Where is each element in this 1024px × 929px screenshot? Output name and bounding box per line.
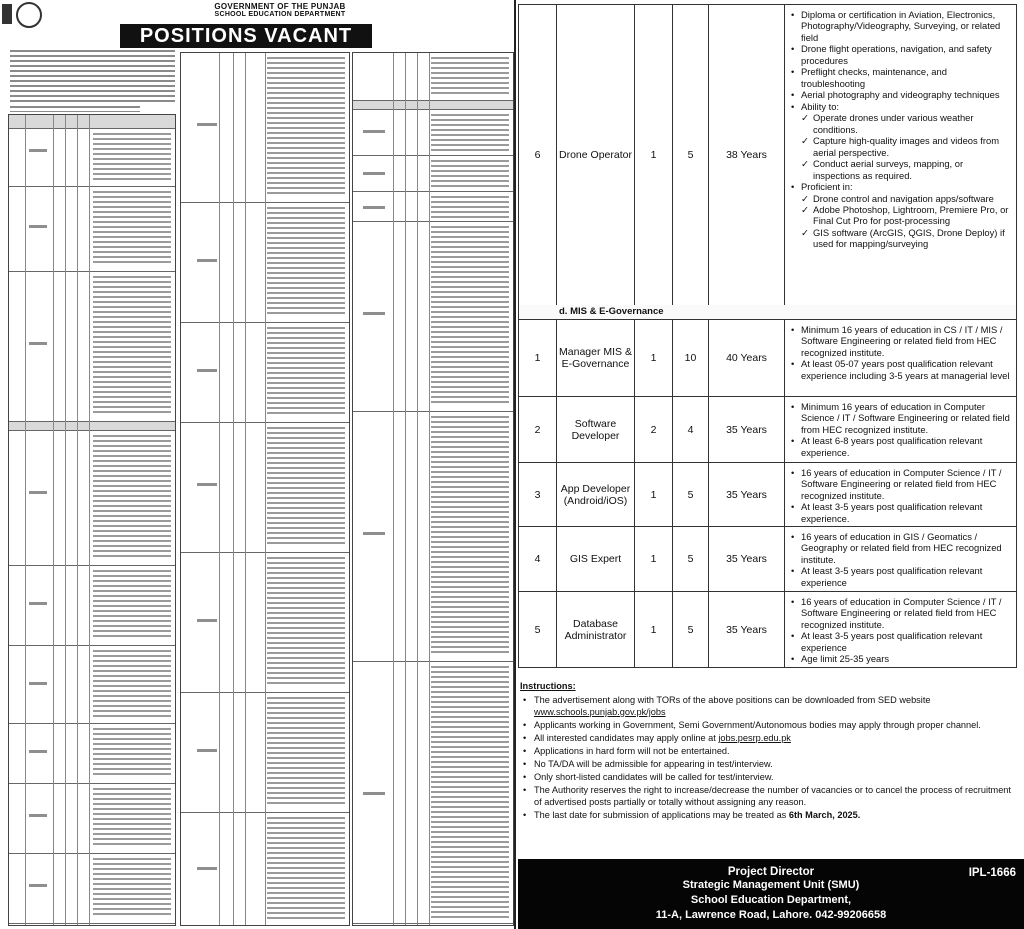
scale-cell: 5: [673, 527, 709, 591]
side-tag: [2, 4, 12, 24]
requirement-item: • 16 years of education in GIS / Geomatics / Geography or related field from HEC recognized institute.: [791, 531, 1010, 565]
requirements-list: [791, 531, 1010, 588]
table-row: [519, 592, 1016, 667]
footer-line-3: School Education Department,: [690, 894, 852, 906]
position-title-cell: Manager MIS & E-Governance: [557, 320, 635, 396]
table-row: [353, 192, 513, 222]
intro-note: [10, 106, 140, 112]
scale-cell: 5: [673, 5, 709, 305]
footer-line-4: 11-A, Lawrence Road, Lahore. 042-99206658: [655, 909, 887, 921]
section-header: [9, 422, 175, 431]
requirements-cell: [785, 527, 1016, 591]
positions-count-cell: 1: [635, 5, 673, 305]
sr-no-cell: 5: [519, 592, 557, 667]
positions-count-cell: 2: [635, 397, 673, 462]
age-limit-cell: 35 Years: [709, 527, 785, 591]
requirements-cell: [785, 463, 1016, 526]
table-row: [353, 222, 513, 412]
requirement-check-item: ✓ Drone control and navigation apps/software: [791, 193, 1010, 204]
left-table-col-3: [352, 52, 514, 926]
requirement-item: • At least 3-5 years post qualification relevant experience.: [791, 501, 1010, 524]
requirement-item: • Drone flight operations, navigation, and safety procedures: [791, 43, 1010, 66]
requirements-cell: [785, 592, 1016, 667]
requirements-cell: [785, 397, 1016, 462]
requirement-check-item: ✓ GIS software (ArcGIS, QGIS, Drone Deploy) if used for mapping/surveying: [791, 227, 1010, 250]
position-title-cell: Drone Operator: [557, 5, 635, 305]
section-header: [9, 115, 175, 129]
sr-no-cell: 1: [519, 320, 557, 396]
age-limit-cell: 38 Years: [709, 5, 785, 305]
requirement-item: • 16 years of education in Computer Science / IT / Software Engineering or related field from HEC recognized institute.: [791, 467, 1010, 501]
scale-cell: 4: [673, 397, 709, 462]
instruction-item: • The advertisement along with TORs of the above positions can be downloaded from SED website www.schools.punjab.gov.pk/jobs: [520, 695, 1016, 719]
instructions-list: [520, 695, 1016, 822]
footer-line-2: Strategic Management Unit (SMU): [682, 879, 860, 891]
instructions-heading: Instructions:: [520, 681, 576, 691]
instruction-item: • The last date for submission of applications may be treated as 6th March, 2025.: [520, 810, 1016, 822]
left-table-col-1: [8, 114, 176, 926]
ipl-code: IPL-1666: [968, 867, 1016, 879]
table-row: [9, 784, 175, 854]
table-row: [9, 566, 175, 646]
gov-line-2: SCHOOL EDUCATION DEPARTMENT: [214, 11, 346, 18]
requirements-list: [791, 324, 1010, 381]
table-row: [353, 662, 513, 924]
requirements-list: [791, 9, 1010, 250]
footer-line-1: Project Director: [727, 866, 815, 878]
table-row: [9, 854, 175, 924]
positions-count-cell: 1: [635, 463, 673, 526]
position-title-cell: Database Administrator: [557, 592, 635, 667]
requirement-check-item: ✓ Capture high-quality images and videos from aerial perspective.: [791, 135, 1010, 158]
instruction-item: • Only short-listed candidates will be called for test/interview.: [520, 772, 1016, 784]
section-label: d. MIS & E-Governance: [519, 305, 1016, 320]
left-table-col-2: [180, 52, 350, 926]
requirement-item: • Age limit 25-35 years: [791, 653, 1010, 664]
positions-count-cell: 1: [635, 320, 673, 396]
instruction-item: • The Authority reserves the right to increase/decrease the number of vacancies or to cancel the process of recruitment of advertised posts partially or totally without assigning any reason.: [520, 785, 1016, 809]
requirement-check-item: ✓ Adobe Photoshop, Lightroom, Premiere Pro, or Final Cut Pro for post-processing: [791, 204, 1010, 227]
requirement-item: • 16 years of education in Computer Science / IT / Software Engineering or related field from HEC recognized institute.: [791, 596, 1010, 630]
instruction-highlight: www.schools.punjab.gov.pk/jobs: [534, 706, 666, 717]
scale-cell: 10: [673, 320, 709, 396]
requirements-list: [791, 467, 1010, 524]
table-row: [9, 272, 175, 422]
age-limit-cell: 35 Years: [709, 592, 785, 667]
age-limit-cell: 35 Years: [709, 463, 785, 526]
table-row: [519, 463, 1016, 527]
table-row: [353, 53, 513, 101]
sr-no-cell: 6: [519, 5, 557, 305]
table-row: [353, 110, 513, 156]
instruction-item: • Applicants working in Government, Semi Government/Autonomous bodies may apply through proper channel.: [520, 720, 1016, 732]
instructions: [520, 681, 1016, 822]
requirement-item: • Ability to:: [791, 101, 1010, 112]
age-limit-cell: 40 Years: [709, 320, 785, 396]
gov-line-1: GOVERNMENT OF THE PUNJAB: [214, 2, 346, 11]
instruction-highlight: jobs.pesrp.edu.pk: [718, 732, 791, 743]
sr-no-cell: 2: [519, 397, 557, 462]
table-row: [9, 724, 175, 784]
table-row: [9, 129, 175, 187]
requirement-item: • Proficient in:: [791, 181, 1010, 192]
table-row: [519, 320, 1016, 397]
requirements-list: [791, 596, 1010, 665]
table-row: [353, 412, 513, 662]
government-logo: [16, 2, 42, 28]
table-row: [519, 397, 1016, 463]
instruction-item: • All interested candidates may apply online at jobs.pesrp.edu.pk: [520, 733, 1016, 745]
requirement-item: • At least 3-5 years post qualification relevant experience: [791, 565, 1010, 588]
government-heading: [180, 2, 380, 18]
requirement-item: • At least 3-5 years post qualification relevant experience: [791, 630, 1010, 653]
section-header: [353, 101, 513, 110]
table-row: [353, 156, 513, 192]
requirement-item: • Aerial photography and videography techniques: [791, 89, 1010, 100]
positions-count-cell: 1: [635, 527, 673, 591]
requirement-item: • Preflight checks, maintenance, and troubleshooting: [791, 66, 1010, 89]
scale-cell: 5: [673, 592, 709, 667]
requirement-check-item: ✓ Conduct aerial surveys, mapping, or inspections as required.: [791, 158, 1010, 181]
requirement-item: • Minimum 16 years of education in Computer Science / IT / Software Engineering or related field from HEC recognized institute.: [791, 401, 1010, 435]
positions-vacant-banner: POSITIONS VACANT: [120, 24, 372, 48]
requirements-cell: [785, 5, 1016, 305]
footer: [518, 859, 1024, 929]
requirement-item: • At least 05-07 years post qualification relevant experience including 3-5 years at managerial level: [791, 358, 1010, 381]
table-row: [9, 646, 175, 724]
scale-cell: 5: [673, 463, 709, 526]
table-row: [519, 5, 1016, 305]
positions-count-cell: 1: [635, 592, 673, 667]
requirement-item: • At least 6-8 years post qualification relevant experience.: [791, 435, 1010, 458]
right-panel: [518, 0, 1024, 929]
instruction-item: • No TA/DA will be admissible for appearing in test/interview.: [520, 759, 1016, 771]
instruction-item: • Applications in hard form will not be entertained.: [520, 746, 1016, 758]
requirements-list: [791, 401, 1010, 458]
age-limit-cell: 35 Years: [709, 397, 785, 462]
requirement-item: • Diploma or certification in Aviation, Electronics, Photography/Videography, Surveying, or related field: [791, 9, 1010, 43]
sr-no-cell: 3: [519, 463, 557, 526]
position-title-cell: Software Developer: [557, 397, 635, 462]
requirements-cell: [785, 320, 1016, 396]
table-row: [9, 187, 175, 272]
position-title-cell: GIS Expert: [557, 527, 635, 591]
instruction-highlight: 6th March, 2025.: [788, 809, 861, 820]
table-row: [9, 431, 175, 566]
requirement-check-item: ✓ Operate drones under various weather conditions.: [791, 112, 1010, 135]
positions-table: [518, 4, 1017, 668]
intro-text: [10, 50, 175, 102]
requirement-item: • Minimum 16 years of education in CS / IT / MIS / Software Engineering or related field from HEC recognized institute.: [791, 324, 1010, 358]
sr-no-cell: 4: [519, 527, 557, 591]
position-title-cell: App Developer (Android/iOS): [557, 463, 635, 526]
table-row: [519, 527, 1016, 592]
